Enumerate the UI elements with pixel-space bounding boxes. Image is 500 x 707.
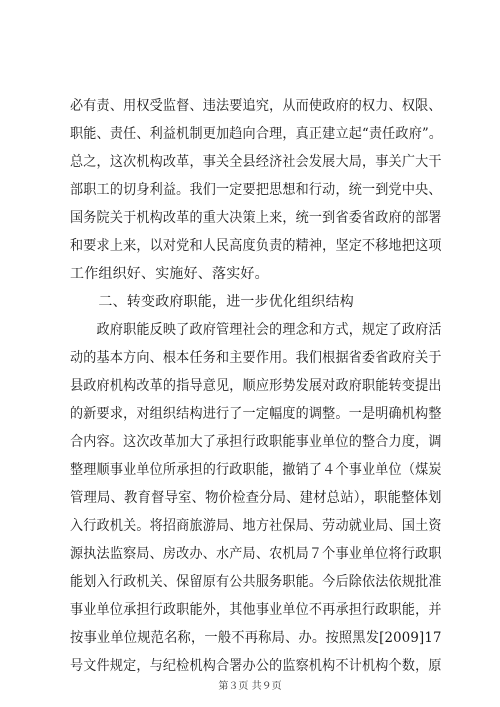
text-line: 入行政机关。将招商旅游局、地方社保局、劳动就业局、国土资 xyxy=(70,518,442,534)
text-line: 按事业单位规范名称，一般不再称局、办。按照黑发[2009]17 xyxy=(70,630,442,646)
text-line: 的新要求，对组织结构进行了一定幅度的调整。一是明确机构整 xyxy=(70,406,442,422)
text-line: 县政府机构改革的指导意见，顺应形势发展对政府职能转变提出 xyxy=(70,378,442,394)
text-line: 政府职能反映了政府管理社会的理念和方式，规定了政府活 xyxy=(70,322,442,338)
document-body xyxy=(70,92,442,680)
text-line: 事业单位承担行政职能外，其他事业单位不再承担行政职能，并 xyxy=(70,602,442,618)
page-number-footer: 第３页 共９页 xyxy=(218,681,282,692)
text-line: 国务院关于机构改革的重大决策上来，统一到省委省政府的部署 xyxy=(70,210,442,226)
text-line: 部职工的切身利益。我们一定要把思想和行动，统一到党中央、 xyxy=(70,182,442,198)
text-line: 管理局、教育督导室、物价检查分局、建材总站），职能整体划 xyxy=(70,490,442,506)
text-line: 总之，这次机构改革，事关全县经济社会发展大局，事关广大干 xyxy=(70,154,442,170)
text-line: 整理顺事业单位所承担的行政职能，撤销了４个事业单位（煤炭 xyxy=(70,462,442,478)
text-line: 动的基本方向、根本任务和主要作用。我们根据省委省政府关于 xyxy=(70,350,442,366)
text-line: 职能、责任、利益机制更加趋向合理，真正建立起“责任政府”。 xyxy=(70,126,443,142)
text-line: 必有责、用权受监督、违法要追究，从而使政府的权力、权限、 xyxy=(70,98,442,114)
section-heading: 二、转变政府职能，进一步优化组织结构 xyxy=(70,294,354,310)
text-line: 源执法监察局、房改办、水产局、农机局７个事业单位将行政职 xyxy=(70,546,442,562)
text-line: 号文件规定，与纪检机构合署办公的监察机构不计机构个数，原 xyxy=(70,658,442,674)
text-line: 和要求上来，以对党和人民高度负责的精神，坚定不移地把这项 xyxy=(70,238,442,254)
text-line: 合内容。这次改革加大了承担行政职能事业单位的整合力度，调 xyxy=(70,434,442,450)
text-line: 能划入行政机关、保留原有公共服务职能。今后除依法依规批准 xyxy=(70,574,442,590)
text-line: 工作组织好、实施好、落实好。 xyxy=(70,266,269,282)
